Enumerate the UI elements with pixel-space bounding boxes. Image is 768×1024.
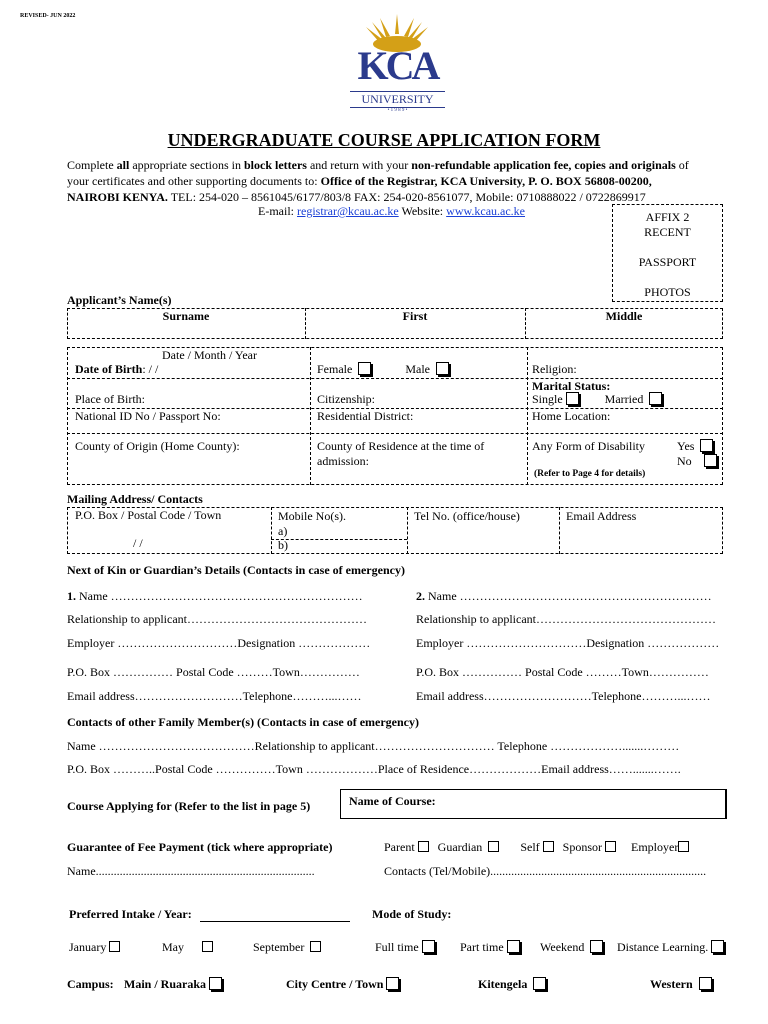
full-time-checkbox[interactable] [422,940,435,953]
gender-options [317,362,449,377]
parent-label: Parent [384,840,415,854]
kin1-address-field[interactable]: P.O. Box …………… Postal Code ………Town…………… [67,665,360,679]
campus-label: Campus: [67,977,114,991]
citizenship-field[interactable]: Citizenship: [317,392,375,406]
intro-line-2: your certificates and other supporting documents to: Office of the Registrar, KCA University, P. O. BOX 56808-00200, [67,174,652,188]
self-label: Self [520,840,540,854]
september-label: September [253,940,305,954]
sponsor-checkbox[interactable] [605,841,616,852]
disability-no-checkbox[interactable] [704,454,717,467]
western-campus-label: Western [650,977,693,991]
full-time-label: Full time [375,940,419,954]
next-of-kin-label: Next of Kin or Guardian’s Details (Contacts in case of emergency) [67,563,405,577]
part-time-label: Part time [460,940,504,954]
fee-label: Guarantee of Fee Payment (tick where appropriate) [67,840,333,854]
guardian-checkbox[interactable] [488,841,499,852]
family-line-1[interactable]: Name …………………………………Relationship to applicant………………………… Telephone ……………….......……… [67,739,680,753]
self-checkbox[interactable] [543,841,554,852]
kin2-relationship-field[interactable]: Relationship to applicant……………………………………… [416,612,716,626]
kin2-email-field[interactable]: Email address………………………Telephone………...…… [416,689,711,703]
weekend-option [540,940,603,955]
photo-box [612,204,723,302]
fee-name-field[interactable]: Name......................................................................... [67,864,315,878]
course-label: Course Applying for (Refer to the list in page 5) [67,799,311,813]
photo-box-text: RECENT [644,225,691,239]
may-checkbox[interactable] [202,941,213,952]
county-residence-label-1: County of Residence at the time of [317,439,485,453]
married-checkbox[interactable] [649,392,662,405]
po-box-slashes: / / [133,536,143,550]
logo-university: UNIVERSITY [350,91,445,108]
mode-of-study-label: Mode of Study: [372,907,452,921]
distance-label: Distance Learning. [617,940,709,954]
employer-checkbox[interactable] [678,841,689,852]
county-origin-field[interactable]: County of Origin (Home County): [75,439,240,453]
part-time-option [460,940,520,955]
kin2-name-field[interactable]: 2. Name ……………………………………………………… [416,589,712,603]
mobile-a-field[interactable]: a) [278,524,288,538]
mobile-b-field[interactable]: b) [278,538,288,552]
website-link[interactable]: www.kcau.ac.ke [446,204,526,218]
weekend-checkbox[interactable] [590,940,603,953]
logo-year: • 1 9 8 9 • [387,108,408,113]
may-option [162,940,213,955]
mobile-label: Mobile No(s). [278,509,346,523]
intro-line-1: Complete all appropriate sections in block letters and return with your non-refundable application fee, copies and originals of [67,158,689,172]
disability-label: Any Form of Disability [532,439,645,453]
marital-status-label: Marital Status: [532,379,611,393]
tel-field[interactable]: Tel No. (office/house) [414,509,520,523]
full-time-option [375,940,435,955]
part-time-checkbox[interactable] [507,940,520,953]
employer-label: Employer [631,840,679,854]
national-id-field[interactable]: National ID No / Passport No: [75,409,221,423]
male-checkbox[interactable] [436,362,449,375]
parent-checkbox[interactable] [418,841,429,852]
kin1-relationship-field[interactable]: Relationship to applicant……………………………………… [67,612,367,626]
disability-no [677,454,717,469]
female-checkbox[interactable] [358,362,371,375]
form-title: UNDERGRADUATE COURSE APPLICATION FORM [167,130,601,150]
may-label: May [162,940,184,954]
city-campus-option [286,977,399,992]
family-label: Contacts of other Family Member(s) (Contacts in case of emergency) [67,715,420,729]
guardian-label: Guardian [437,840,483,854]
mailing-label: Mailing Address/ Contacts [67,492,203,506]
middle-name-header: Middle [605,309,643,323]
kca-logo [350,12,445,120]
applicant-names-label: Applicant’s Name(s) [67,293,172,307]
january-option [69,940,120,955]
revision-note: REVISED- JUN 2022 [20,13,76,19]
female-label: Female [317,362,353,376]
kin1-employer-field[interactable]: Employer …………………………Designation ……………… [67,636,371,650]
fee-options [384,840,689,855]
yes-label: Yes [677,439,695,453]
distance-option [617,940,724,955]
logo-letters: KCA [357,43,438,88]
disability-yes [677,439,713,454]
fee-contacts-field[interactable]: Contacts (Tel/Mobile)........................................................................ [384,864,707,878]
po-box-field[interactable]: P.O. Box / Postal Code / Town [75,508,222,522]
residential-district-field[interactable]: Residential District: [317,409,414,423]
photo-box-text: PASSPORT [638,255,697,269]
single-label: Single [532,392,563,406]
intake-year-line[interactable] [200,921,350,922]
city-campus-checkbox[interactable] [386,977,399,990]
photo-box-text: AFFIX 2 [645,210,690,224]
email-address-field[interactable]: Email Address [566,509,637,523]
dob-field[interactable]: Date of Birth: / / [75,362,159,376]
main-campus-label: Main / Ruaraka [124,977,207,991]
photo-box-text: PHOTOS [644,285,691,299]
family-line-2[interactable]: P.O. Box ………..Postal Code ……………Town ………………Place of Residence………………Email address…….......……. [67,762,681,776]
kin1-name-field[interactable]: 1. Name ……………………………………………………… [67,589,363,603]
place-of-birth-field[interactable]: Place of Birth: [75,392,145,406]
religion-field[interactable]: Religion: [532,362,577,376]
disability-yes-checkbox[interactable] [700,439,713,452]
male-label: Male [405,362,430,376]
marital-options [532,392,662,407]
january-checkbox[interactable] [109,941,120,952]
weekend-label: Weekend [540,940,585,954]
kin1-email-field[interactable]: Email address………………………Telephone………...…… [67,689,362,703]
email-link[interactable]: registrar@kcau.ac.ke [297,204,399,218]
city-campus-label: City Centre / Town [286,977,384,991]
intake-label: Preferred Intake / Year: [69,907,192,921]
married-label: Married [604,392,644,406]
kin2-address-field[interactable]: P.O. Box …………… Postal Code ………Town…………… [416,665,709,679]
course-name-label: Name of Course: [349,794,436,808]
western-campus-checkbox[interactable] [699,977,712,990]
september-option [253,940,321,955]
january-label: January [69,940,107,954]
kitengela-campus-label: Kitengela [478,977,528,991]
no-label: No [677,454,692,468]
kitengela-campus-checkbox[interactable] [533,977,546,990]
dob-hint: Date / Month / Year [162,348,257,362]
course-name-box[interactable] [340,789,727,819]
western-campus-option [650,977,712,992]
disability-refer-note: (Refer to Page 4 for details) [534,469,646,479]
kitengela-campus-option [478,977,546,992]
intro-line-3: NAIROBI KENYA. TEL: 254-020 – 8561045/6177/803/8 FAX: 254-020-8561077, Mobile: 0710888022 / 0722869917 [67,190,646,204]
home-location-field[interactable]: Home Location: [532,409,611,423]
sponsor-label: Sponsor [562,840,602,854]
main-campus-option [124,977,222,992]
main-campus-checkbox[interactable] [209,977,222,990]
single-checkbox[interactable] [566,392,579,405]
intro-line-4: E-mail: registrar@kcau.ac.ke Website: www.kcau.ac.ke [258,204,526,218]
distance-checkbox[interactable] [711,940,724,953]
county-residence-label-2[interactable]: admission: [317,454,370,468]
first-name-header: First [402,309,428,323]
surname-header: Surname [162,309,210,323]
kin2-employer-field[interactable]: Employer …………………………Designation ……………… [416,636,720,650]
september-checkbox[interactable] [310,941,321,952]
